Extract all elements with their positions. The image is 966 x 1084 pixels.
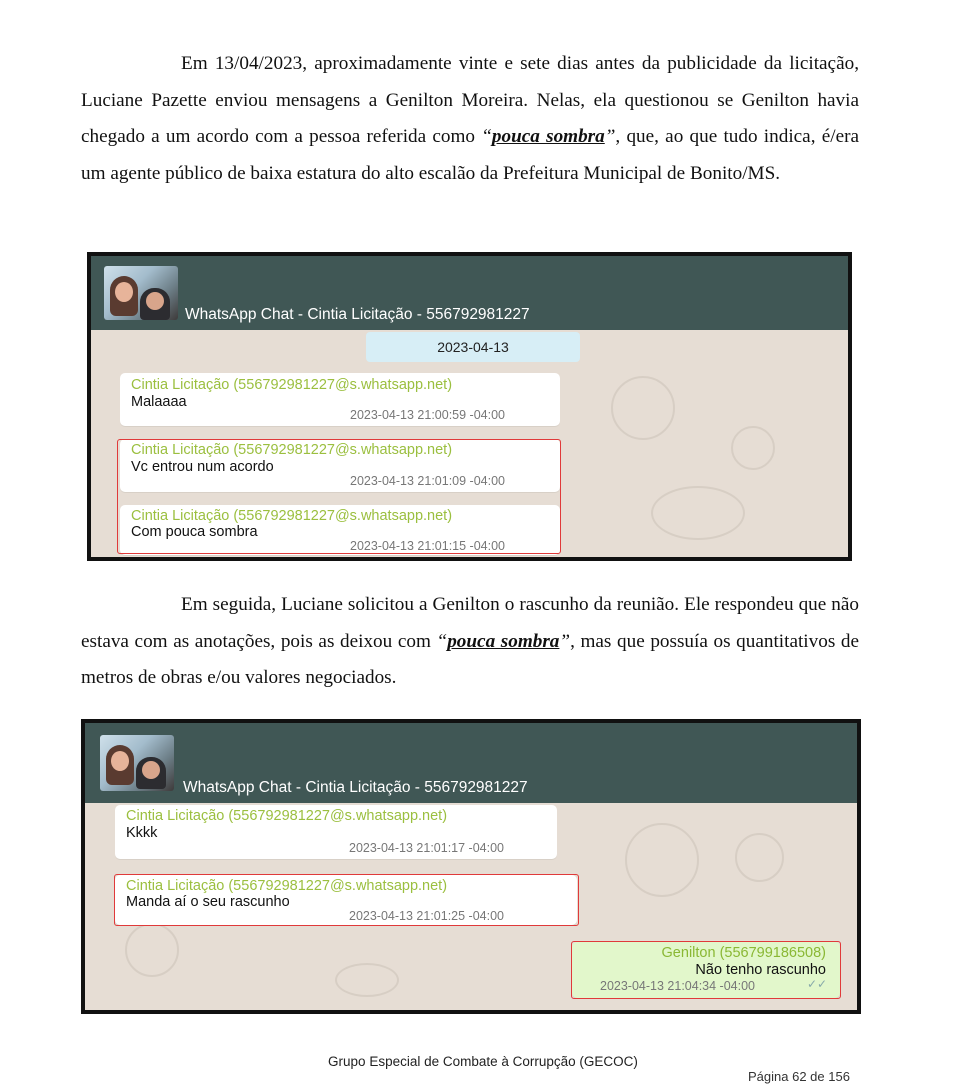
highlight-box	[571, 941, 841, 999]
paragraph-1-text: Em 13/04/2023, aproximadamente vinte e sete dias antes da publicidade da licitação, Luciane Pazette enviou mensagens a Genilton Moreira. Nelas, ela questionou se Genilton havia chegado a um acordo com a pessoa referida como	[81, 53, 859, 147]
message-sender: Genilton (556799186508)	[661, 945, 826, 961]
whatsapp-screenshot-2	[81, 719, 861, 1014]
chat-title: WhatsApp Chat - Cintia Licitação - 556792981227	[185, 306, 530, 323]
paragraph-1: Em 13/04/2023, aproximadamente vinte e sete dias antes da publicidade da licitação, Luciane Pazette enviou mensagens a Genilton Moreira. Nelas, ela questionou se Genilton havia chegado a um acordo com a pessoa referida como “pouca sombra”, que, ao que tudo indica, é/era um agente público de baixa estatura do alto escalão da Prefeitura Municipal de Bonito/MS.	[81, 53, 859, 184]
message-text: Com pouca sombra	[131, 524, 258, 540]
whatsapp-screenshot-1	[87, 252, 852, 561]
date-separator: 2023-04-13	[366, 332, 580, 362]
message-bubble	[115, 805, 557, 859]
message-timestamp: 2023-04-13 21:01:17 -04:00	[349, 841, 504, 855]
message-timestamp: 2023-04-13 21:01:25 -04:00	[349, 909, 504, 923]
message-text: Kkkk	[126, 825, 158, 841]
message-timestamp: 2023-04-13 21:01:15 -04:00	[350, 539, 505, 553]
paragraph-2-text: Em seguida, Luciane solicitou a Genilton o rascunho da reunião. Ele respondeu que não estava com as anotações, pois as deixou com	[81, 594, 859, 652]
message-sender: Cintia Licitação (556792981227@s.whatsapp.net)	[131, 377, 453, 393]
message-sender: Cintia Licitação (556792981227@s.whatsapp.net)	[126, 808, 448, 824]
message-text: Não tenho rascunho	[695, 962, 826, 978]
highlight-box	[114, 874, 579, 926]
page-footer: Grupo Especial de Combate à Corrupção (GECOC)	[328, 1054, 638, 1069]
quote-pouca-sombra-1: “pouca sombra”	[481, 126, 616, 147]
message-text: Manda aí o seu rascunho	[126, 894, 290, 910]
message-sender: Cintia Licitação (556792981227@s.whatsapp.net)	[131, 508, 453, 524]
chat-title: WhatsApp Chat - Cintia Licitação - 556792981227	[183, 779, 528, 796]
highlight-box	[117, 439, 561, 554]
chat-header	[85, 723, 857, 803]
message-bubble	[120, 373, 560, 426]
message-sender: Cintia Licitação (556792981227@s.whatsapp.net)	[131, 442, 453, 458]
message-timestamp: 2023-04-13 21:01:09 -04:00	[350, 474, 505, 488]
message-text: Malaaaa	[131, 394, 187, 410]
message-sender: Cintia Licitação (556792981227@s.whatsapp.net)	[126, 878, 448, 894]
read-ticks-icon: ✓✓	[807, 977, 828, 991]
contact-avatar	[100, 735, 174, 791]
chat-header	[91, 256, 848, 330]
message-text: Vc entrou num acordo	[131, 459, 274, 475]
message-timestamp: 2023-04-13 21:04:34 -04:00	[600, 979, 755, 993]
page-number: Página 62 de 156	[748, 1069, 850, 1084]
quote-pouca-sombra-2: “pouca sombra”	[436, 630, 571, 652]
paragraph-2: Em seguida, Luciane solicitou a Genilton o rascunho da reunião. Ele respondeu que não estava com as anotações, pois as deixou com “pouca sombra”, mas que possuía os quantitativos de metros de obras e/ou valores negociados.	[81, 594, 859, 688]
message-timestamp: 2023-04-13 21:00:59 -04:00	[350, 408, 505, 422]
contact-avatar	[104, 266, 178, 320]
